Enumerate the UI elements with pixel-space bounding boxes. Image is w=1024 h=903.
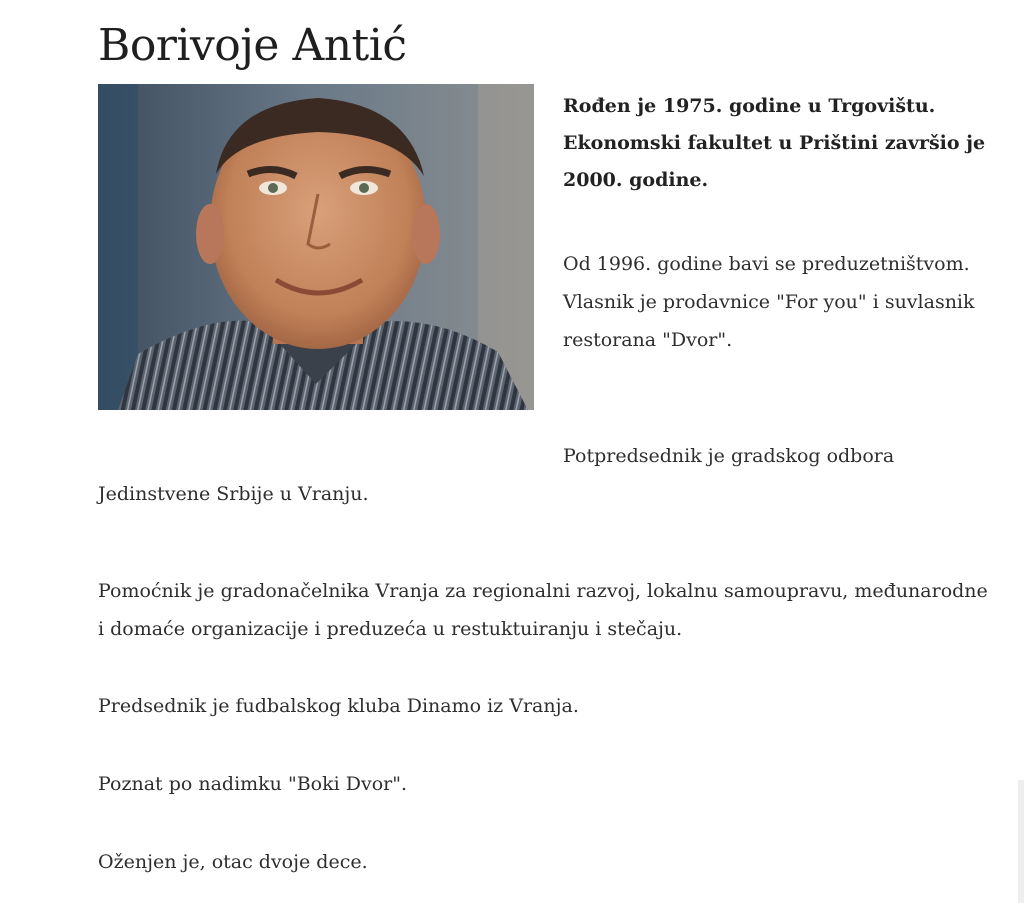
business-paragraph: Od 1996. godine bavi se preduzetništvom. Vlasnik je prodavnice "For you" i suvlasnik restorana "Dvor".: [563, 253, 975, 351]
assistant-paragraph: Pomoćnik je gradonačelnika Vranja za regionalni razvoj, lokalnu samoupravu, međunarodne i domaće organizacije i preduzeća u restuktuiranju i stečaju.: [98, 580, 988, 640]
club-paragraph: Predsednik je fudbalskog kluba Dinamo iz Vranja.: [98, 695, 579, 717]
family-paragraph: Oženjen je, otac dvoje dece.: [98, 851, 368, 873]
party-paragraph: Potpredsednik je gradskog odbora Jedinstvene Srbije u Vranju.: [98, 445, 895, 505]
page-title: Borivoje Antić: [98, 20, 407, 71]
nickname-paragraph: Poznat po nadimku "Boki Dvor".: [98, 773, 407, 795]
article: [98, 18, 998, 873]
portrait-photo: [98, 84, 534, 410]
portrait-image: [98, 84, 534, 410]
intro-paragraph: Rođen je 1975. godine u Trgovištu. Ekonomski fakultet u Prištini završio je 2000. godine.: [563, 95, 986, 191]
scrollbar-track[interactable]: [1018, 780, 1024, 903]
